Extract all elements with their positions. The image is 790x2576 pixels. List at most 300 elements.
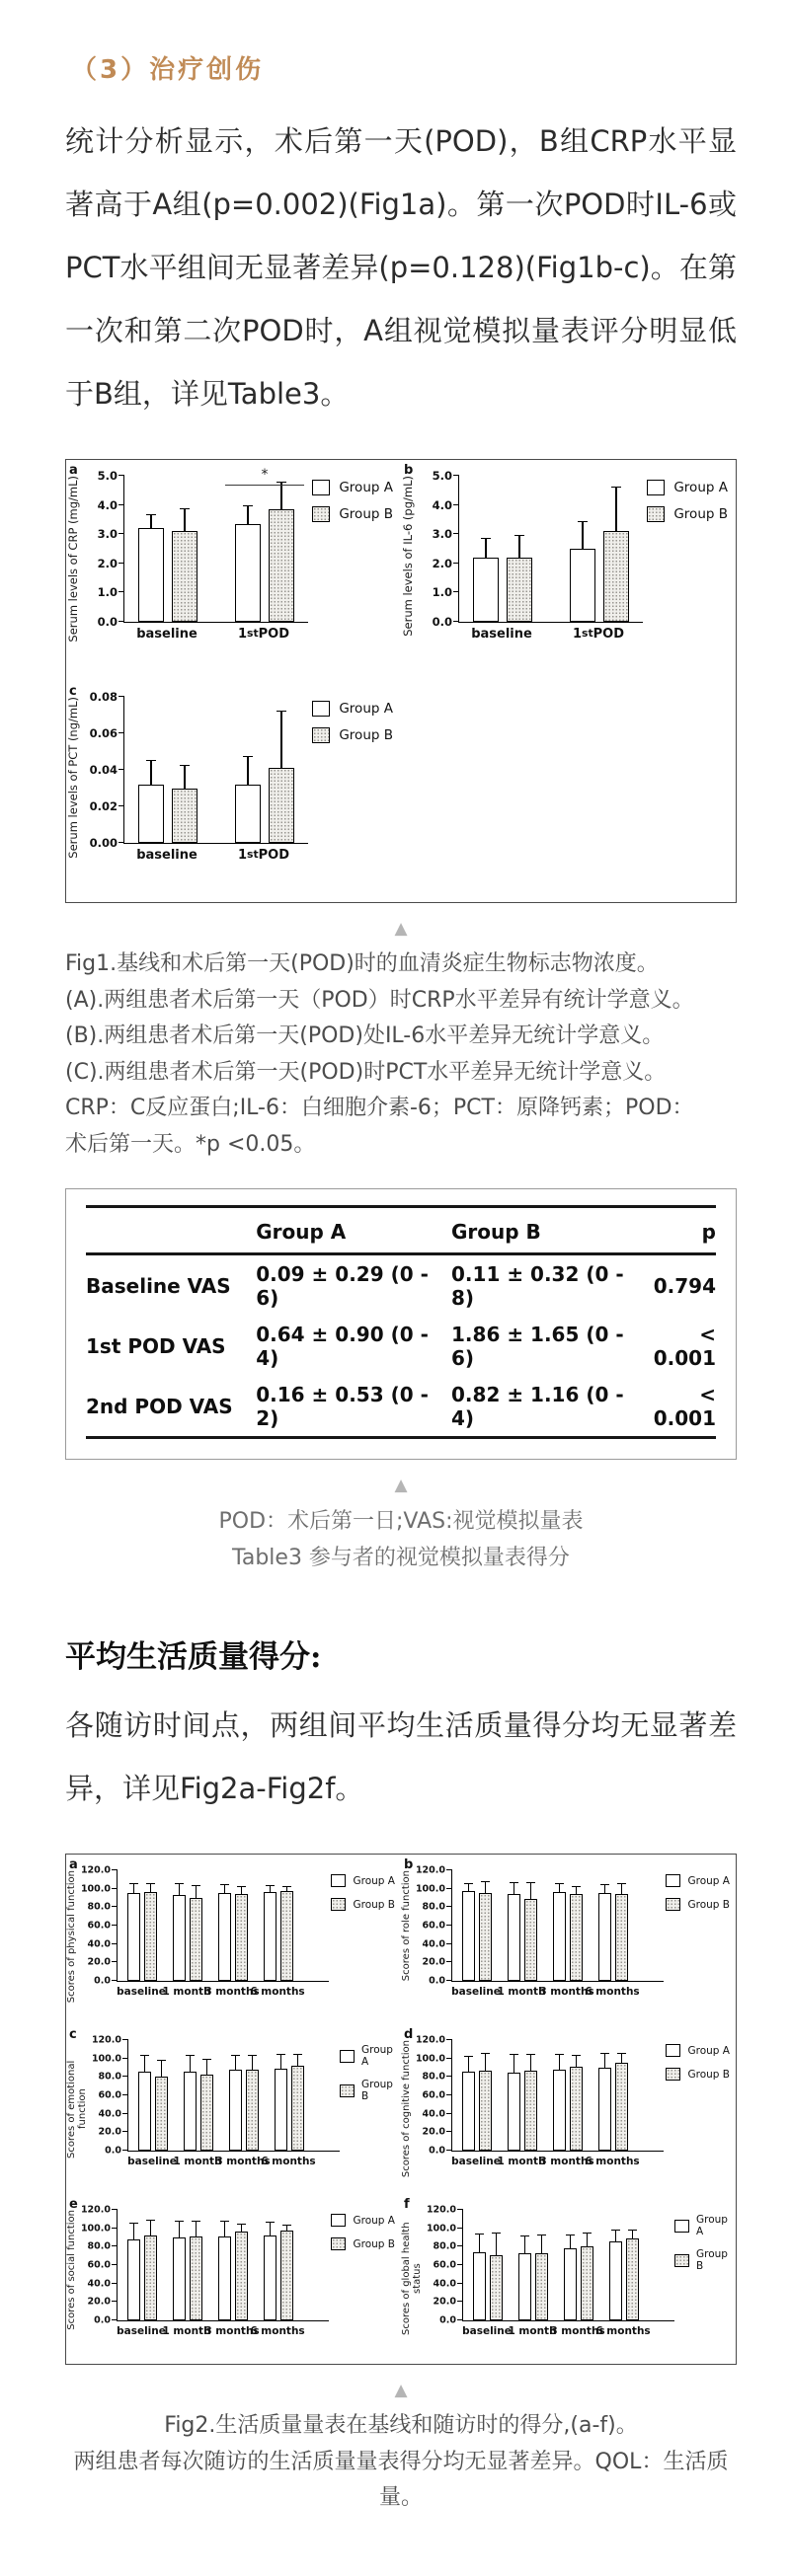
table3-vas-scores <box>86 1205 716 1439</box>
litem <box>647 480 728 495</box>
fig2-panel-c-emotional-chart <box>66 2024 401 2194</box>
figure-2 <box>65 1854 737 2365</box>
slot <box>218 2210 231 2320</box>
plot <box>97 467 308 629</box>
group <box>275 2040 304 2151</box>
xlab: 6 months <box>585 2156 640 2167</box>
group <box>598 1870 628 1981</box>
fig1-panel-b-il6-chart <box>401 460 736 681</box>
plot <box>432 469 643 629</box>
swatch <box>331 2214 346 2227</box>
sigline <box>225 485 304 486</box>
slot <box>235 697 261 843</box>
slot <box>280 1870 293 1981</box>
ytick: 20.0 <box>98 2126 121 2138</box>
bar <box>615 2063 628 2151</box>
bar <box>598 2068 611 2151</box>
xlab: 6 months <box>585 1986 640 1998</box>
table3-header-p: p <box>640 1207 716 1254</box>
bar <box>275 2069 287 2151</box>
group <box>127 1870 157 1981</box>
row-label: Baseline VAS <box>86 1274 231 1298</box>
group <box>564 2210 593 2320</box>
group <box>609 2210 639 2320</box>
ytick: 1.0 <box>97 585 118 600</box>
ytick: 100.0 <box>415 2053 445 2065</box>
bar <box>200 2075 213 2151</box>
legend <box>666 1870 730 2024</box>
slot <box>473 476 499 622</box>
ytick: 0.04 <box>89 763 118 777</box>
err <box>485 2054 486 2071</box>
fig2-caption-line: Fig2.生活质量量表在基线和随访时的得分,(a-f)。 <box>164 2413 638 2438</box>
ytick: 120.0 <box>426 2204 456 2216</box>
bar <box>626 2238 639 2320</box>
swatch <box>666 2044 680 2057</box>
groups <box>118 1870 329 1981</box>
group <box>553 2040 583 2151</box>
swatch <box>647 480 665 495</box>
group <box>235 697 294 843</box>
groups <box>128 2040 340 2151</box>
xlabels <box>451 1986 664 1998</box>
slot <box>508 2040 520 2151</box>
ylab: Scores of emotional function <box>66 2060 88 2159</box>
ytick: 0.0 <box>429 2145 445 2157</box>
xlab: 1 st POD <box>237 848 290 863</box>
table-row <box>86 1376 716 1438</box>
ytick: 40.0 <box>98 2108 121 2120</box>
slot <box>524 1870 537 1981</box>
panel-letter: d <box>404 2027 414 2042</box>
ytick: 0.0 <box>94 1975 111 1987</box>
legend <box>331 1870 395 2024</box>
ltext: Group A <box>687 2044 730 2057</box>
err <box>150 515 151 528</box>
fig1-caption-line: 术后第一天。*p <0.05。 <box>65 1131 316 1157</box>
bar <box>462 2072 475 2151</box>
ywrap <box>91 2034 340 2194</box>
plot <box>415 2034 664 2157</box>
err <box>184 509 185 531</box>
slot <box>570 476 595 622</box>
err <box>224 2222 225 2236</box>
litem <box>340 2044 395 2068</box>
err <box>496 2234 497 2254</box>
slot <box>609 2210 622 2320</box>
group <box>138 476 198 622</box>
bar <box>218 1893 231 1981</box>
err <box>615 488 616 531</box>
err <box>559 2055 560 2070</box>
cell-group-a: 0.16 ± 0.53 (0 - 2) <box>256 1383 429 1430</box>
bar <box>269 768 294 843</box>
slot <box>473 2210 486 2320</box>
slot <box>218 1870 231 1981</box>
bar <box>535 2253 548 2320</box>
swatch <box>312 727 330 743</box>
ytick: 120.0 <box>91 2034 121 2046</box>
ytick: 120.0 <box>80 1864 111 1876</box>
err <box>576 1887 577 1894</box>
err <box>179 1884 180 1895</box>
xlab: 3 months <box>204 2325 260 2337</box>
ytick: 20.0 <box>87 1956 111 1968</box>
group <box>264 1870 293 1981</box>
slot <box>598 2040 611 2151</box>
bar <box>508 1894 520 1981</box>
slot <box>581 2210 593 2320</box>
slot <box>553 2040 566 2151</box>
err <box>541 2235 542 2253</box>
slot <box>200 2040 213 2151</box>
bar <box>553 2070 566 2151</box>
table-row <box>86 1316 716 1376</box>
panel-letter: a <box>69 463 78 478</box>
fig1-panel-empty <box>401 681 736 902</box>
slot <box>229 2040 242 2151</box>
bar <box>138 2072 151 2151</box>
ytick: 3.0 <box>432 527 452 542</box>
err <box>582 522 583 549</box>
ltext: Group A <box>339 701 393 717</box>
slot <box>172 476 198 622</box>
slot <box>173 2210 186 2320</box>
bar <box>518 2253 531 2320</box>
ywrap <box>97 467 308 681</box>
swatch <box>666 1874 680 1887</box>
bar <box>490 2255 503 2320</box>
swatch <box>674 2220 689 2233</box>
plot <box>80 1864 329 1987</box>
ytick: 80.0 <box>422 2071 445 2083</box>
err <box>468 2057 469 2072</box>
err <box>280 712 281 768</box>
ytick: 0.08 <box>89 690 118 704</box>
slot <box>490 2210 503 2320</box>
err <box>524 2236 525 2253</box>
plot <box>426 2204 674 2326</box>
ltext: Group B <box>687 2068 730 2081</box>
xlab: baseline <box>451 2156 501 2167</box>
fig1-caption-line: (A).两组患者术后第一天（POD）时CRP水平差异有统计学意义。 <box>65 987 694 1013</box>
ltext: Group A <box>353 1874 395 1887</box>
slot <box>269 697 294 843</box>
ylab: Scores of cognitive function <box>401 2040 412 2178</box>
fig2-panel-f-global-health-chart <box>401 2194 736 2364</box>
fig1-panel-c-pct-chart <box>66 681 401 902</box>
slot <box>235 476 261 622</box>
ytick: 20.0 <box>422 2126 445 2138</box>
slot <box>553 1870 566 1981</box>
cell-p: 0.794 <box>653 1274 716 1298</box>
ytick: 4.0 <box>432 497 452 512</box>
litem <box>312 506 393 522</box>
ytick: 5.0 <box>97 469 118 483</box>
err <box>530 1883 531 1899</box>
slot <box>138 697 164 843</box>
figure-1 <box>65 459 737 903</box>
group <box>127 2210 157 2320</box>
group <box>229 2040 259 2151</box>
legend <box>312 476 393 681</box>
ytick: 100.0 <box>80 1883 111 1895</box>
bar <box>598 1893 611 1981</box>
group <box>184 2040 213 2151</box>
err <box>241 2225 242 2232</box>
legend <box>331 2210 395 2364</box>
ytick: 40.0 <box>422 2108 445 2120</box>
ylab: Serum levels of PCT (ng/mL) <box>66 697 80 859</box>
err <box>190 2056 191 2072</box>
bar <box>172 531 198 622</box>
bar <box>524 1899 537 1981</box>
err <box>206 2060 207 2076</box>
swatch <box>312 701 330 717</box>
litem <box>312 727 393 743</box>
ytick: 40.0 <box>422 1938 445 1950</box>
swatch <box>647 506 665 522</box>
fig1-caption-line: (B).两组患者术后第一天(POD)处IL-6水平差异无统计学意义。 <box>65 1023 665 1048</box>
swatch <box>312 480 330 495</box>
ywrap <box>80 2204 329 2364</box>
cell-p: < 0.001 <box>653 1323 716 1370</box>
groups <box>124 697 308 843</box>
ytick: 60.0 <box>87 1920 111 1932</box>
cell-p: < 0.001 <box>653 1383 716 1430</box>
section-heading-qol: 平均生活质量得分: <box>65 1639 322 1675</box>
err <box>604 1885 605 1893</box>
xlab: baseline <box>136 848 198 863</box>
bar <box>173 2237 186 2320</box>
ytick: 4.0 <box>97 497 118 512</box>
bar <box>190 1898 202 1981</box>
ltext: Group A <box>673 480 728 495</box>
bar <box>229 2070 242 2151</box>
xlab: 1 month <box>497 2156 546 2167</box>
bar <box>479 2071 492 2151</box>
litem <box>340 2079 395 2102</box>
slot <box>598 1870 611 1981</box>
group <box>264 2210 293 2320</box>
ywrap <box>80 1864 329 2024</box>
groups <box>452 2040 664 2151</box>
collapse-triangle-icon: ▲ <box>394 2381 408 2400</box>
err <box>196 2222 197 2236</box>
slot <box>190 1870 202 1981</box>
slot <box>138 476 164 622</box>
ytick: 100.0 <box>80 2223 111 2235</box>
slot <box>235 1870 248 1981</box>
xlab: 3 months <box>539 1986 594 1998</box>
err <box>241 1887 242 1894</box>
table3-header-blank <box>86 1207 256 1254</box>
groups <box>124 467 308 622</box>
bar <box>570 549 595 622</box>
ltext: Group B <box>339 727 393 743</box>
bar <box>144 1892 157 1981</box>
err <box>150 761 151 785</box>
bar <box>173 1895 186 1981</box>
bar <box>235 524 261 622</box>
cell-group-a: 0.64 ± 0.90 (0 - 4) <box>256 1323 429 1370</box>
plot <box>80 2204 329 2326</box>
ytick: 1.0 <box>432 585 452 600</box>
legend <box>647 476 728 681</box>
ytick: 0.0 <box>432 615 452 629</box>
collapse-triangle-icon: ▲ <box>394 919 408 939</box>
table3-caption-line: Table3 参与者的视觉模拟量表得分 <box>232 1546 570 1570</box>
ytick: 2.0 <box>97 556 118 570</box>
slot <box>172 697 198 843</box>
err <box>297 2055 298 2066</box>
cell-group-b: 0.82 ± 1.16 (0 - 4) <box>451 1383 624 1430</box>
group <box>508 1870 537 1981</box>
ytick: 80.0 <box>422 1901 445 1913</box>
group <box>598 2040 628 2151</box>
bar <box>473 558 499 622</box>
swatch <box>312 506 330 522</box>
bar <box>615 1894 628 1981</box>
err <box>632 2231 633 2238</box>
slot <box>269 476 294 622</box>
xlab: baseline <box>462 2325 512 2337</box>
ywrap <box>426 2204 674 2364</box>
slot <box>291 2040 304 2151</box>
slot <box>127 1870 140 1981</box>
err <box>133 2224 134 2239</box>
fig2-panel-a-physical-chart <box>66 1855 401 2024</box>
bar <box>127 2239 140 2320</box>
table3-caption <box>65 1503 737 1576</box>
table-row <box>86 1254 716 1317</box>
slot <box>479 2040 492 2151</box>
ylab: Scores of physical function <box>66 1870 77 2004</box>
ltext: Group B <box>353 1898 395 1911</box>
litem <box>331 1898 395 1911</box>
ytick: 80.0 <box>87 1901 111 1913</box>
ytick: 0.0 <box>439 2314 456 2326</box>
xlab: 1 month <box>508 2325 557 2337</box>
err <box>150 1884 151 1892</box>
table3-header-group-a: Group A <box>256 1207 451 1254</box>
group <box>138 697 198 843</box>
fig2-caption <box>65 2408 737 2517</box>
ytick: 0.0 <box>97 615 118 629</box>
table3-box <box>65 1188 737 1460</box>
bar <box>127 1893 140 1981</box>
panel-letter: c <box>69 684 77 699</box>
err <box>621 2054 622 2063</box>
bar <box>291 2066 304 2151</box>
ytick: 80.0 <box>98 2071 121 2083</box>
err <box>252 2056 253 2070</box>
ytick: 0.0 <box>429 1975 445 1987</box>
litem <box>331 2237 395 2250</box>
group <box>473 476 532 622</box>
slot <box>246 2040 259 2151</box>
cell-group-b: 0.11 ± 0.32 (0 - 8) <box>451 1262 624 1310</box>
ytick: 60.0 <box>422 2089 445 2101</box>
ytick: 5.0 <box>432 469 452 483</box>
plot <box>89 690 308 850</box>
xlab: 1 st POD <box>237 627 290 642</box>
ytick: 20.0 <box>422 1956 445 1968</box>
table3-header-group-b: Group B <box>451 1207 640 1254</box>
fig2-caption-line: 两组患者每次随访的生活质量量表得分均无显著差异。QOL：生活质量。 <box>73 2449 729 2510</box>
ywrap <box>432 469 643 681</box>
bar <box>581 2246 593 2320</box>
xlab: baseline <box>451 1986 501 1998</box>
row-label: 2nd POD VAS <box>86 1395 233 1418</box>
bar <box>524 2071 537 2151</box>
bar <box>570 2067 583 2151</box>
xlab: 1 month <box>173 2156 222 2167</box>
bar <box>138 785 164 843</box>
slot <box>615 1870 628 1981</box>
fig1-grid <box>66 460 736 902</box>
bar <box>508 2073 520 2151</box>
xlabels <box>123 627 308 642</box>
err <box>224 1885 225 1893</box>
bar <box>269 509 294 622</box>
groups <box>459 476 643 622</box>
ltext: Group A <box>361 2044 393 2068</box>
slot <box>507 476 532 622</box>
litem <box>674 2248 730 2272</box>
xlab: 1 month <box>162 1986 211 1998</box>
group <box>138 2040 168 2151</box>
slot <box>144 1870 157 1981</box>
litem <box>674 2214 730 2237</box>
ytick: 60.0 <box>422 1920 445 1932</box>
groups <box>463 2210 674 2320</box>
bar <box>473 2252 486 2320</box>
ytick: 120.0 <box>415 1864 445 1876</box>
bar <box>264 1892 276 1981</box>
bar <box>190 2236 202 2320</box>
ltext: Group B <box>673 506 728 522</box>
slot <box>144 2210 157 2320</box>
ltext: Group B <box>687 1898 730 1911</box>
ytick: 100.0 <box>415 1883 445 1895</box>
litem <box>312 480 393 495</box>
ytick: 0.02 <box>89 799 118 813</box>
err <box>184 766 185 788</box>
err <box>485 539 486 558</box>
section-heading-treatment-trauma: （3）治疗创伤 <box>71 55 265 85</box>
ylab: Scores of social function <box>66 2210 77 2330</box>
ytick: 0.00 <box>89 836 118 850</box>
ltext: Group A <box>687 1874 730 1887</box>
xlab: baseline <box>471 627 532 642</box>
table3-caption-line: POD：术后第一日;VAS:视觉模拟量表 <box>218 1509 584 1534</box>
bar <box>570 1894 583 1981</box>
slot <box>603 476 629 622</box>
xlab: 3 months <box>204 1986 260 1998</box>
slot <box>190 2210 202 2320</box>
group <box>462 2040 492 2151</box>
bar <box>155 2077 168 2151</box>
group <box>218 1870 248 1981</box>
bar <box>264 2235 276 2320</box>
cell-group-b: 1.86 ± 1.65 (0 - 6) <box>451 1323 624 1370</box>
groups <box>452 1870 664 1981</box>
group <box>173 1870 202 1981</box>
slot <box>264 2210 276 2320</box>
ytick: 0.06 <box>89 726 118 740</box>
sigstar: * <box>261 467 269 483</box>
